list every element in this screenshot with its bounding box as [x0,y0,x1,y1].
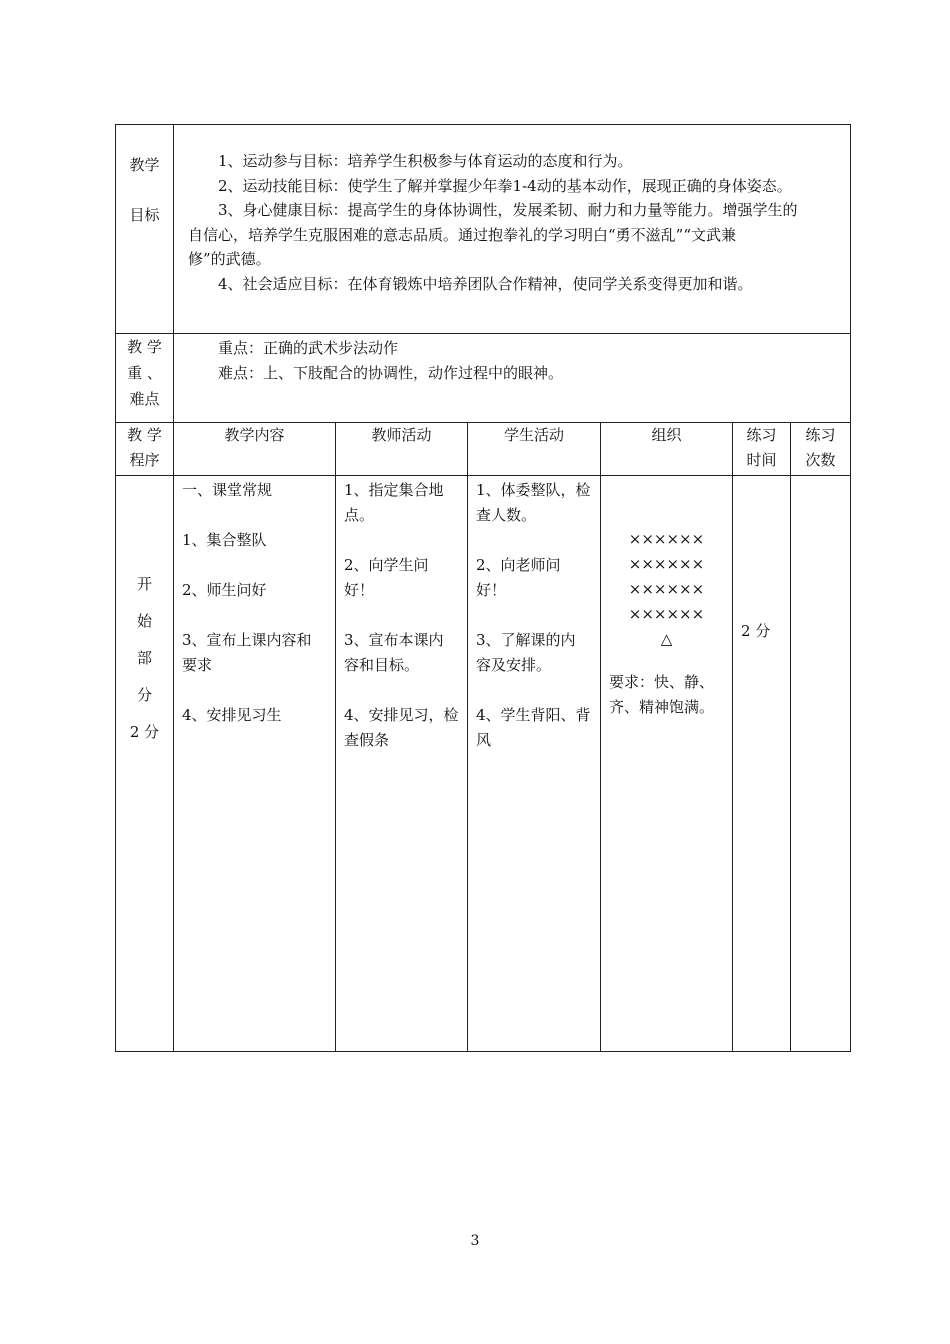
student-activity-line: 4、学生背阳、背 [476,706,591,724]
goal-health-cont-1: 自信心，培养学生克服困难的意志品质。通过抱拳礼的学习明白“勇不滋乱”“文武兼 [188,225,737,244]
student-activity-line: 好！ [476,581,507,599]
stage-cell [116,476,174,1052]
stage-char-4: 分 [136,686,152,704]
teacher-activity-cell [336,476,468,1052]
student-activity-line: 风 [476,731,492,749]
formation-row: ×××××× [628,530,705,548]
practice-time-cell: 2 分 [733,476,791,1052]
goal-participation: 1、运动参与目标：培养学生积极参与体育运动的态度和行为。 [218,152,633,170]
header-time-line-2: 时间 [746,451,777,469]
keypoints-label-cell [116,334,174,423]
student-activity-line: 2、向老师问 [476,556,561,574]
header-count-line-1: 练习 [805,426,836,444]
student-activity-cell [468,476,601,1052]
header-count [791,423,851,476]
goal-social: 4、社会适应目标：在体育锻炼中培养团队合作精神，使同学关系变得更加和谐。 [218,274,753,293]
goals-label-line-1: 教学 [129,156,160,174]
teacher-activity-line: 1、指定集合地 [344,481,444,499]
content-cell [174,476,336,1052]
teacher-activity-line: 容和目标。 [344,656,420,674]
header-procedure [116,423,174,476]
goals-label-line-2: 目标 [129,206,160,224]
stage-duration: 2 分 [129,723,160,741]
header-time [733,423,791,476]
header-student: 学生活动 [468,423,601,476]
teacher-activity-line: 查假条 [344,731,390,749]
organization-cell [601,476,733,1052]
page-number: 3 [470,1233,480,1249]
student-activity-line: 1、体委整队，检 [476,481,591,499]
formation-row: ×××××× [628,605,705,623]
keypoints-row [116,334,851,423]
goal-skill: 2、运动技能目标：使学生了解并掌握少年拳1-4动的基本动作，展现正确的身体姿态。 [218,176,792,195]
teacher-activity-line: 好！ [344,581,375,599]
header-organization: 组织 [601,423,733,476]
teacher-activity-line: 4、安排见习，检 [344,706,459,724]
keypoints-label-line-2: 重 、 [127,364,162,382]
stage-char-2: 始 [136,612,152,630]
goal-health: 3、身心健康目标：提高学生的身体协调性，发展柔韧、耐力和力量等能力。增强学生的 [218,201,798,219]
content-item: 2、师生问好 [182,581,267,599]
requirement-line-1: 要求：快、静、 [609,673,715,691]
goals-content-cell [174,125,851,334]
requirement-line-2: 齐、精神饱满。 [609,698,715,716]
keypoints-label-line-1: 教 学 [127,338,162,356]
content-item: 4、安排见习生 [182,706,282,724]
content-item: 一、课堂常规 [182,481,273,499]
student-activity-line: 3、了解课的内 [476,631,576,649]
teacher-activity-line: 2、向学生问 [344,556,429,574]
stage-char-1: 开 [136,575,152,593]
goals-row [116,125,851,334]
start-section-row [116,476,851,1052]
content-item: 要求 [182,656,213,674]
header-procedure-line-1: 教 学 [127,426,162,444]
teacher-activity-line: 3、宣布本课内 [344,631,444,649]
table-header-row [116,423,851,476]
content-item: 3、宣布上课内容和 [182,631,312,649]
header-content: 教学内容 [174,423,336,476]
student-activity-line: 容及安排。 [476,656,552,674]
header-teacher: 教师活动 [336,423,468,476]
difficult-point: 难点：上、下肢配合的协调性，动作过程中的眼神。 [218,364,564,382]
goal-health-cont-2: 修”的武德。 [188,250,271,268]
formation-row: ×××××× [628,580,705,598]
keypoints-content-cell [174,334,851,423]
teacher-position-marker: △ [660,630,673,648]
practice-count-cell [791,476,851,1052]
formation-row: ×××××× [628,555,705,573]
goals-label-cell [116,125,174,334]
header-procedure-line-2: 程序 [129,451,160,469]
keypoints-label-line-3: 难点 [129,390,160,408]
content-item: 1、集合整队 [182,531,267,549]
header-time-line-1: 练习 [746,426,777,444]
stage-char-3: 部 [136,649,152,667]
key-point: 重点：正确的武术步法动作 [218,339,399,357]
teacher-activity-line: 点。 [344,506,375,524]
lesson-plan-table [115,124,851,1052]
student-activity-line: 查人数。 [476,506,537,524]
header-count-line-2: 次数 [805,451,836,469]
